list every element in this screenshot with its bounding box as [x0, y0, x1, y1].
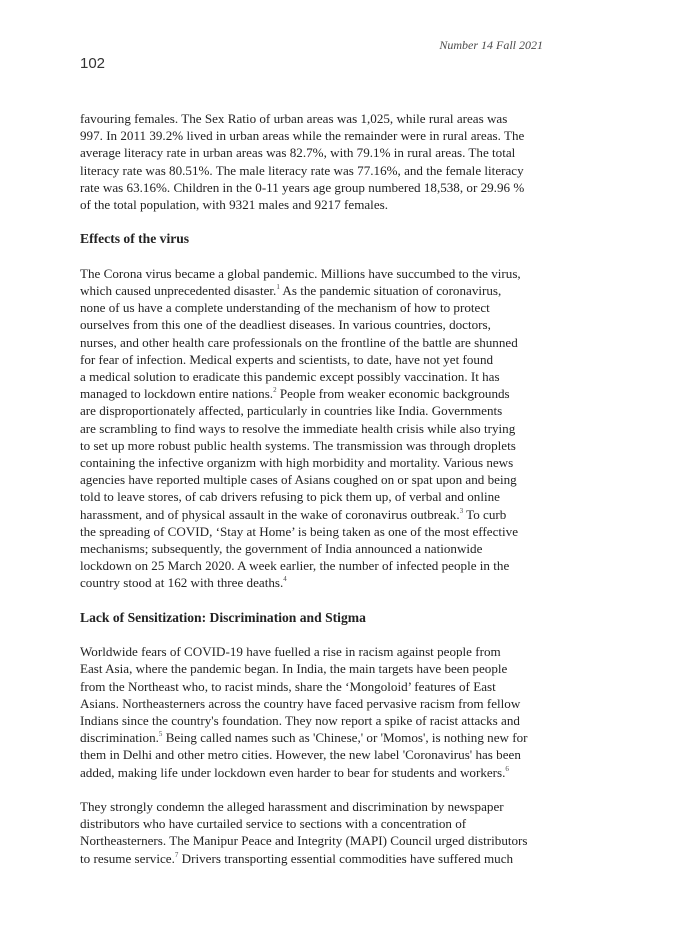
text-line: a medical solution to eradicate this pandemic except possibly vaccination. It has — [80, 369, 500, 385]
text-line: which caused unprecedented disaster.$^1$ As the pandemic situation of coronavirus, — [80, 283, 502, 298]
text-line: are disproportionately affected, particularly in countries like India. Governments — [80, 403, 503, 419]
text-line: literacy rate was 80.51%. The male literacy rate was 77.16%, and the female literacy — [80, 162, 524, 178]
text-line: to resume service.$^7$ Drivers transporting essential commodities have suffered much — [80, 850, 514, 866]
footnote-ref[interactable]: 4 — [283, 575, 287, 584]
paragraph-discrimination — [80, 643, 566, 781]
text-line: ourselves from this one of the deadliest diseases. In various countries, doctors, — [80, 317, 491, 333]
footnote-ref[interactable]: 3 — [459, 506, 464, 515]
text-line: lockdown on 25 March 2020. A week earlier, the number of infected people in the — [80, 558, 510, 574]
body-text — [80, 110, 566, 867]
text-line: of the total population, with 9321 males and 9217 females. — [80, 197, 389, 213]
text-line: discrimination.$^5$ Being called names such as 'Chinese,' or 'Momos', is nothing new for — [80, 730, 528, 746]
footnote-ref[interactable]: 2 — [273, 386, 277, 395]
text-line: added, making life under lockdown even harder to bear for students and workers.$^6$ — [80, 764, 509, 780]
text-line: East Asia, where the pandemic began. In India, the main targets have been people — [80, 661, 508, 677]
text-line: 997. In 2011 39.2% lived in urban areas while the remainder were in rural areas. The — [80, 128, 525, 144]
text-line: told to leave stores, of cab drivers refusing to pick them up, of verbal and online — [80, 489, 500, 505]
text-line: Indians since the country's foundation. They now report a spike of racist attacks and — [80, 713, 520, 729]
text-line: none of us have a complete understanding of the mechanism of how to protect — [80, 300, 490, 316]
text-line: distributors who have curtailed service to sections with a concentration of — [80, 816, 467, 832]
text-line: Asians. Northeasterners across the country have faced pervasive racism from fellow — [80, 695, 521, 711]
text-line: are scrambling to find ways to resolve the immediate health crisis while also trying — [80, 420, 516, 436]
footnote-ref[interactable]: 6 — [505, 764, 509, 773]
text-line: mechanisms; subsequently, the government of India announced a nationwide — [80, 541, 483, 557]
paragraph-demographics — [80, 110, 566, 213]
text-line: country stood at 162 with three deaths.$^4$ — [80, 575, 287, 591]
text-line: managed to lockdown entire nations.$^2$ People from weaker economic backgrounds — [80, 386, 510, 402]
text-line: nurses, and other health care professionals on the frontline of the battle are shunned — [80, 334, 518, 350]
text-line: favouring females. The Sex Ratio of urban areas was 1,025, while rural areas was — [80, 111, 508, 126]
text-line: the spreading of COVID, ‘Stay at Home’ is being taken as one of the most effective — [80, 523, 519, 539]
section-heading-effects: Effects of the virus — [80, 231, 190, 247]
footnote-ref[interactable]: 7 — [174, 850, 179, 859]
text-line: them in Delhi and other metro cities. However, the new label 'Coronavirus' has been — [80, 747, 521, 763]
running-header: Number 14 Fall 2021 — [439, 38, 543, 52]
text-line: for fear of infection. Medical experts and scientists, to date, have not yet found — [80, 351, 494, 367]
footnote-ref[interactable]: 1 — [276, 283, 280, 291]
paragraph-effects — [80, 265, 566, 592]
text-line: They strongly condemn the alleged harassment and discrimination by newspaper — [80, 799, 504, 815]
text-line: agencies have reported multiple cases of Asians coughed on or spat upon and being — [80, 472, 517, 488]
text-line: harassment, and of physical assault in the wake of coronavirus outbreak.$^3$ To curb — [80, 506, 507, 522]
footnote-ref[interactable]: 5 — [158, 730, 163, 739]
text-line: Worldwide fears of COVID-19 have fuelled a rise in racism against people from — [80, 644, 501, 660]
paragraph-distributors — [80, 798, 566, 867]
text-line: containing the infective organizm with high morbidity and mortality. Various news — [80, 455, 514, 471]
text-line: average literacy rate in urban areas was 82.7%, with 79.1% in rural areas. The total — [80, 145, 516, 161]
text-line: from the Northeast who, to racist minds, share the ‘Mongoloid’ features of East — [80, 678, 496, 694]
page-number: 102 — [80, 55, 106, 72]
text-line: to set up more robust public health systems. The transmission was through droplets — [80, 437, 516, 453]
section-heading-discrimination: Lack of Sensitization: Discrimination and Stigma — [80, 609, 366, 625]
text-line: Northeasterners. The Manipur Peace and Integrity (MAPI) Council urged distributors — [80, 833, 528, 849]
text-line: rate was 63.16%. Children in the 0-11 years age group numbered 18,538, or 29.96 % — [80, 179, 525, 195]
text-line: The Corona virus became a global pandemic. Millions have succumbed to the virus, — [80, 265, 521, 281]
